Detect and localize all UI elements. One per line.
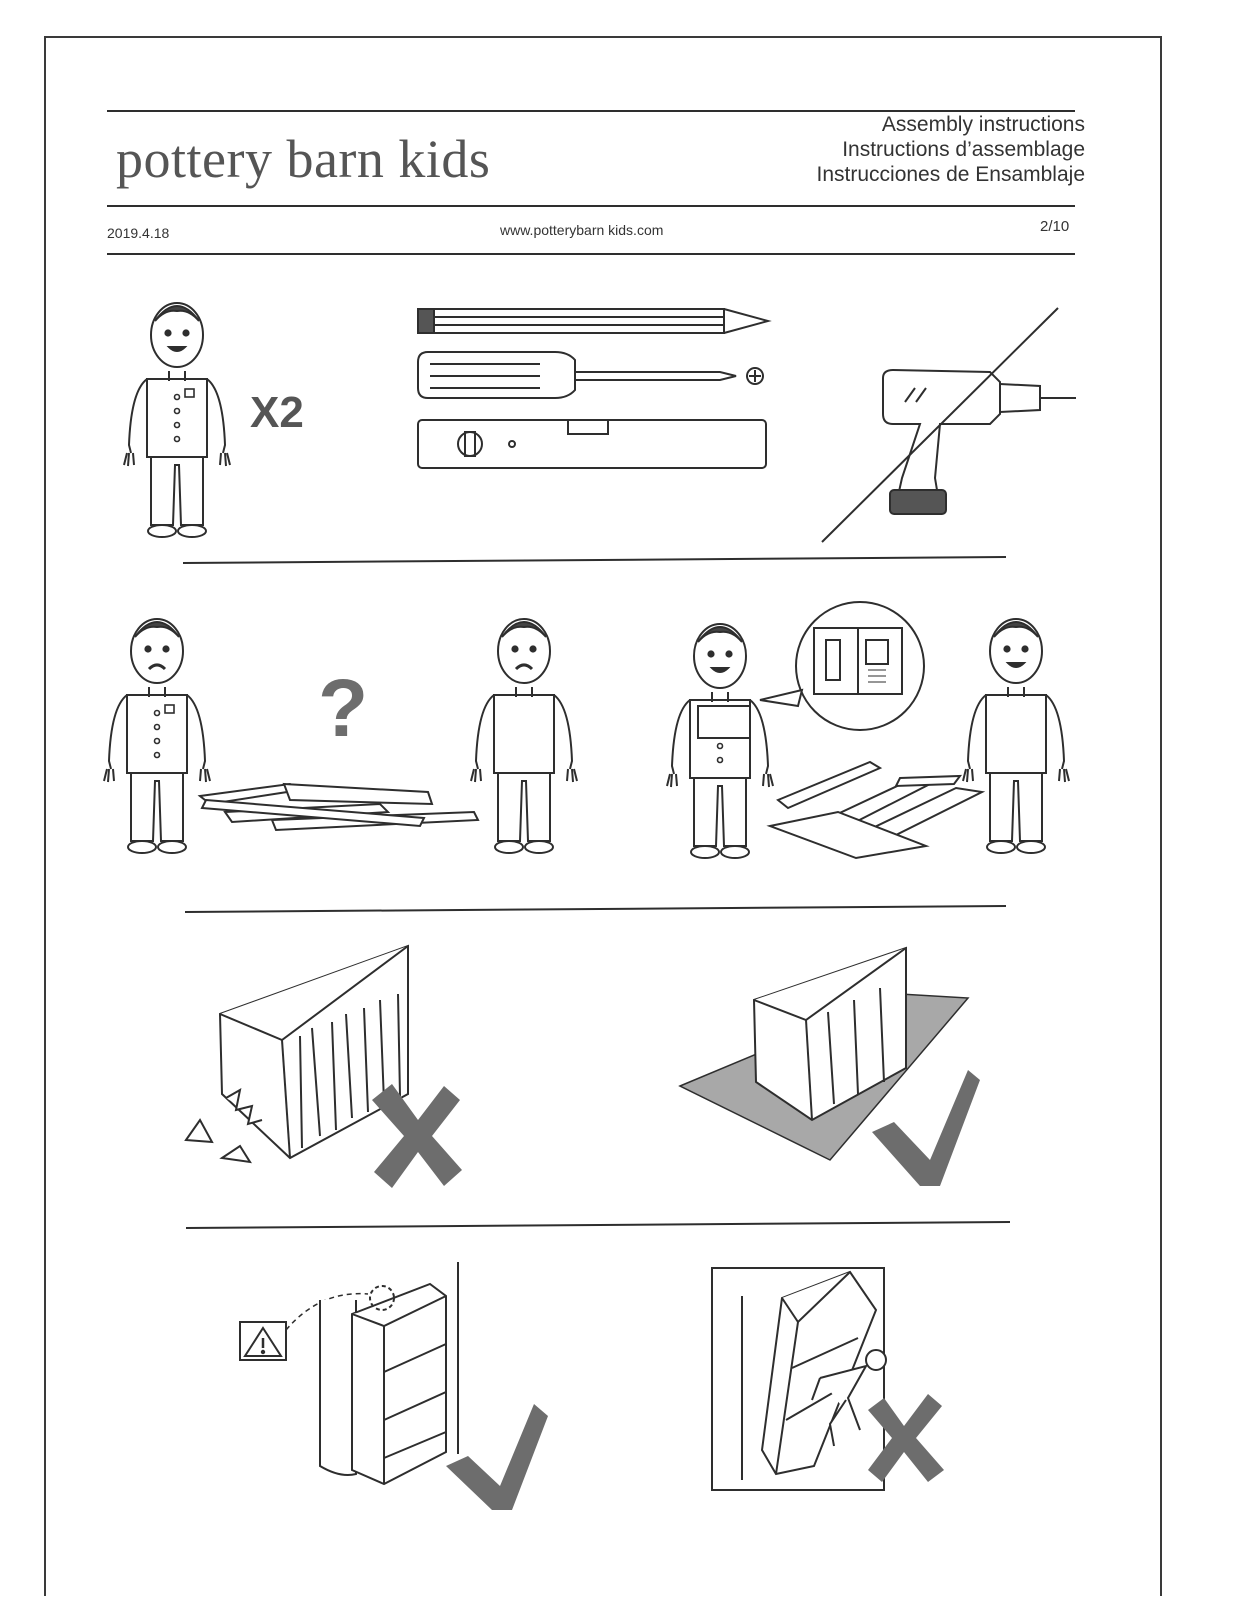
wrong-cross-icon (372, 1084, 462, 1188)
sad-person-figure-2 (471, 619, 577, 853)
section-divider (185, 906, 1006, 912)
website-url: www.potterybarn kids.com (500, 222, 664, 238)
messy-boards (200, 784, 478, 830)
title-french: Instructions d’assemblage (842, 138, 1085, 161)
damaged-bookcase (186, 946, 408, 1162)
spirit-level-icon (418, 420, 766, 468)
title-english: Assembly instructions (881, 113, 1085, 136)
question-mark: ? (318, 663, 369, 754)
reading-person-figure (667, 624, 773, 858)
correct-check-icon-2 (446, 1404, 548, 1510)
drill-prohibited-icon (822, 308, 1076, 542)
screwdriver-icon (418, 352, 763, 398)
organized-boards (770, 762, 982, 858)
section-divider (186, 1222, 1010, 1228)
tools-group (418, 309, 768, 468)
happy-person-figure (963, 619, 1069, 853)
warning-sign-icon (240, 1322, 286, 1360)
tipping-bookcase-scene (712, 1268, 886, 1490)
person-figure (124, 303, 230, 537)
brand-logo: pottery barn kids (116, 129, 491, 189)
sad-person-figure (104, 619, 210, 853)
section-divider (183, 557, 1006, 563)
pencil-icon (418, 309, 768, 333)
instruction-booklet-callout (760, 602, 924, 730)
page-number: 2/10 (1040, 218, 1070, 235)
two-people-count: X2 (250, 388, 304, 437)
document-date: 2019.4.18 (107, 225, 170, 241)
title-spanish: Instrucciones de Ensamblaje (816, 163, 1085, 186)
